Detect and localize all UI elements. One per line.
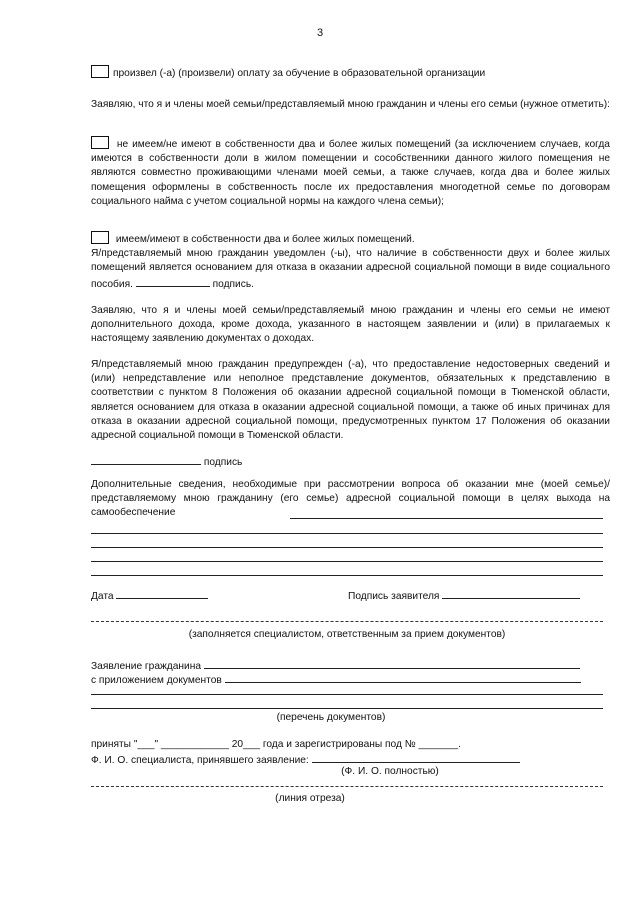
date-field[interactable] xyxy=(116,588,208,599)
declaration-income-text: Заявляю, что я и члены моей семьи/представляемый мною гражданин и члены его семьи не имеют дополнительного дохода, кроме дохода, указанного в настоящем заявлении и (или) в прилагаемых к настоящему заявлению документах о доходах. xyxy=(91,305,610,345)
warning-text: Я/представляемый мною гражданин предупрежден (-а), что предоставление недостоверных сведений и (или) непредставление или неполное представление документов, обязательных к представлению в соответствии с пунктом 8 Положения об оказании адресной социальной помощи в Тюменской области, является основанием для отказа в оказании адресной социальной помощи, а также об иных причинах для отказа в оказании адресной социальной помощи, предусмотренных пунктом 17 Положения об оказании адресной социальной помощи в Тюменской области. xyxy=(91,359,610,442)
application-field[interactable] xyxy=(204,658,580,669)
additional-info-text: Дополнительные сведения, необходимые при рассмотрении вопроса об оказании мне (моей семье)/представляемому мною гражданину (его семье) адресной социальной помощи в целях выхода на самообеспечение xyxy=(91,479,610,519)
additional-info-line-3[interactable] xyxy=(91,547,603,548)
not-own-text: не имеем/не имеют в собственности два и более жилых помещений (за исключением случаев, когда имеются в собственности доли в жилом помещении и сособственники данного жилого помещения не являются совместно проживающими членами моей семьи, а также случаев, когда два и более жилых помещения оформлены в собственность после их предоставления многодетной семье по договорам социального найма с учетом социальной нормы на каждого члена семьи); xyxy=(91,139,610,207)
not-own-checkbox[interactable] xyxy=(91,136,109,149)
divider-specialist xyxy=(91,621,603,622)
declaration-ownership-text: Заявляю, что я и члены моей семьи/представляемый мною гражданин и члены его семьи (нужное отметить): xyxy=(91,99,610,110)
declaration-ownership xyxy=(91,98,610,112)
full-name-caption: (Ф. И. О. полностью) xyxy=(341,766,439,777)
payment-text: произвел (-а) (произвели) оплату за обучение в образовательной организации xyxy=(113,68,486,79)
date-label: Дата xyxy=(91,591,114,602)
additional-info-line-4[interactable] xyxy=(91,561,603,562)
attachments-line-3[interactable] xyxy=(91,708,603,709)
own-signature-field[interactable] xyxy=(136,276,210,287)
declaration-income xyxy=(91,304,610,347)
own-text: имеем/имеют в собственности два и более жилых помещений. xyxy=(115,234,415,245)
specialist-name-field[interactable] xyxy=(312,752,520,763)
own-checkbox[interactable] xyxy=(91,231,109,244)
applicant-signature-field[interactable] xyxy=(442,588,580,599)
warning-block xyxy=(91,358,610,443)
additional-info-line-1[interactable] xyxy=(290,518,603,519)
additional-info-line-2[interactable] xyxy=(91,533,603,534)
option-own xyxy=(91,231,610,292)
attachments-row xyxy=(91,672,581,688)
applicant-signature-label: Подпись заявителя xyxy=(348,591,440,602)
page-number: 3 xyxy=(316,27,324,39)
specialist-name-label: Ф. И. О. специалиста, принявшего заявление: xyxy=(91,755,309,766)
application-label: Заявление гражданина xyxy=(91,661,202,672)
warning-signature-field[interactable] xyxy=(91,454,201,465)
warning-signature-row xyxy=(91,454,610,468)
option-not-own xyxy=(91,136,610,209)
additional-info xyxy=(91,478,610,521)
attachments-label: с приложением документов xyxy=(91,675,222,686)
cut-line xyxy=(91,786,603,787)
cut-line-caption: (линия отреза) xyxy=(275,793,345,804)
payment-option xyxy=(91,65,610,79)
own-signature-label: подпись. xyxy=(212,278,254,290)
specialist-note: (заполняется специалистом, ответственным за прием документов) xyxy=(188,629,506,640)
own-notice-text: Я/представляемый мною гражданин уведомлен (-ы), что наличие в собственности двух и более жилых помещений является основанием для отказа в оказании адресной социальной помощи в виде социального пособия. xyxy=(91,248,610,290)
attachments-line-2[interactable] xyxy=(91,694,603,695)
documents-list-caption: (перечень документов) xyxy=(276,712,386,723)
accepted-row: приняты "___" ____________ 20___ года и зарегистрированы под № _______. xyxy=(91,739,462,750)
additional-info-line-5[interactable] xyxy=(91,575,603,576)
payment-checkbox[interactable] xyxy=(91,65,109,78)
applicant-signature-row xyxy=(348,588,580,604)
date-row xyxy=(91,588,208,604)
attachments-field[interactable] xyxy=(225,672,581,683)
warning-signature-label: подпись xyxy=(203,457,243,468)
